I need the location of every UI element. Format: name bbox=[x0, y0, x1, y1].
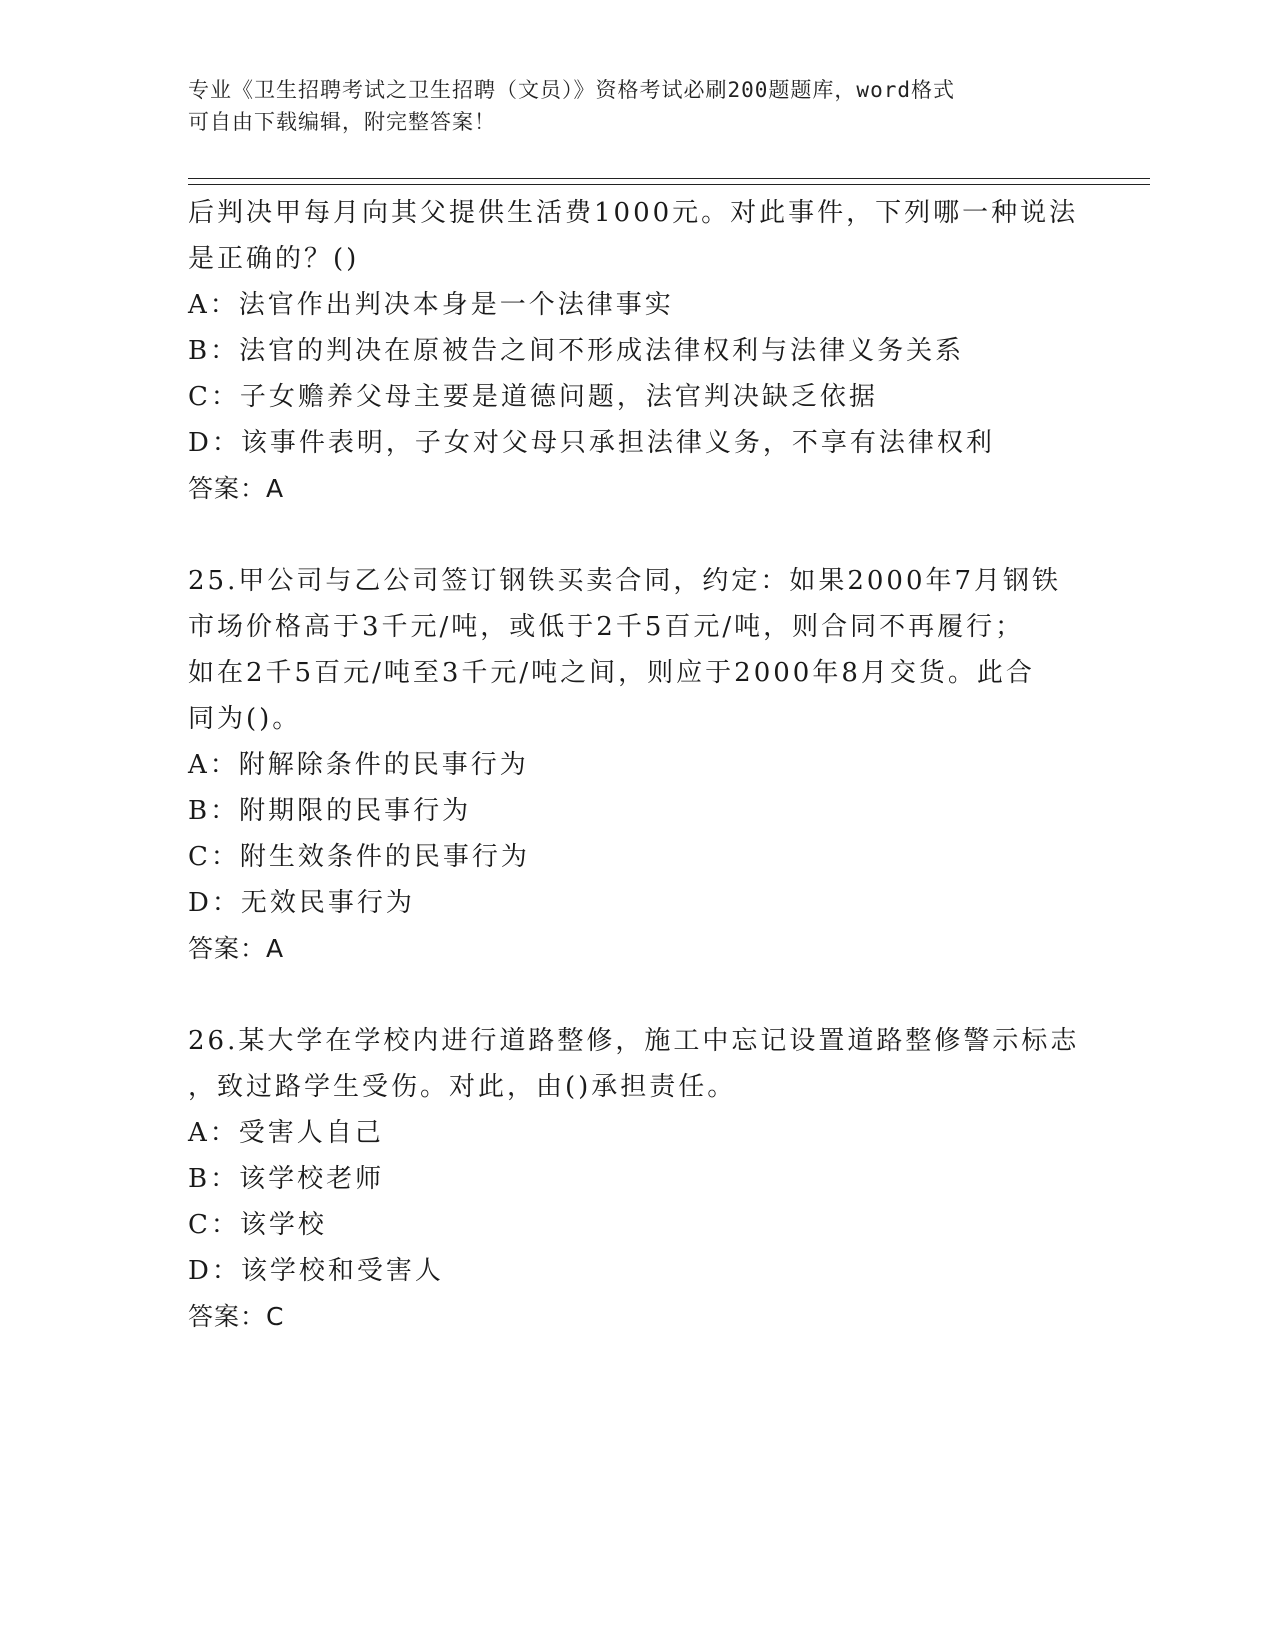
option-b: B：法官的判决在原被告之间不形成法律权利与法律义务关系 bbox=[188, 336, 965, 366]
question-stem-line: 后判决甲每月向其父提供生活费1000元。对此事件，下列哪一种说法 bbox=[188, 198, 1079, 228]
question-stem-line: 如在2千5百元/吨至3千元/吨之间，则应于2000年8月交货。此合 bbox=[188, 658, 1035, 688]
spacer bbox=[188, 972, 1088, 1018]
option-a: A：受害人自己 bbox=[188, 1118, 384, 1148]
question-stem-line: 市场价格高于3千元/吨，或低于2千5百元/吨，则合同不再履行； bbox=[188, 612, 1025, 642]
option-c: C：子女赡养父母主要是道德问题，法官判决缺乏依据 bbox=[188, 382, 878, 412]
question-stem-line: 同为()。 bbox=[188, 704, 302, 734]
question-stem-line: 是正确的？() bbox=[188, 244, 360, 274]
header-title-line-1: 专业《卫生招聘考试之卫生招聘（文员）》资格考试必刷200题题库，word格式 bbox=[188, 78, 955, 102]
option-d: D：该事件表明，子女对父母只承担法律义务，不享有法律权利 bbox=[188, 428, 995, 458]
option-c: C：该学校 bbox=[188, 1210, 327, 1240]
question-list bbox=[188, 190, 1088, 1340]
question-stem-line: ，致过路学生受伤。对此，由()承担责任。 bbox=[188, 1072, 737, 1102]
header-title-line-2: 可自由下载编辑，附完整答案！ bbox=[188, 110, 496, 134]
question-25 bbox=[188, 558, 1088, 972]
spacer bbox=[188, 512, 1088, 558]
option-d: D：无效民事行为 bbox=[188, 888, 415, 918]
document-header bbox=[188, 74, 1088, 138]
option-b: B：附期限的民事行为 bbox=[188, 796, 472, 826]
option-a: A：附解除条件的民事行为 bbox=[188, 750, 529, 780]
question-26 bbox=[188, 1018, 1088, 1340]
answer: 答案：A bbox=[188, 934, 285, 963]
question-stem-line: 25.甲公司与乙公司签订钢铁买卖合同，约定：如果2000年7月钢铁 bbox=[188, 566, 1062, 596]
question-24 bbox=[188, 190, 1088, 512]
header-double-rule bbox=[188, 178, 1150, 185]
answer: 答案：A bbox=[188, 474, 285, 503]
question-stem-line: 26.某大学在学校内进行道路整修，施工中忘记设置道路整修警示标志 bbox=[188, 1026, 1080, 1056]
answer: 答案：C bbox=[188, 1302, 285, 1331]
option-b: B：该学校老师 bbox=[188, 1164, 385, 1194]
option-a: A：法官作出判决本身是一个法律事实 bbox=[188, 290, 674, 320]
option-c: C：附生效条件的民事行为 bbox=[188, 842, 530, 872]
option-d: D：该学校和受害人 bbox=[188, 1256, 444, 1286]
